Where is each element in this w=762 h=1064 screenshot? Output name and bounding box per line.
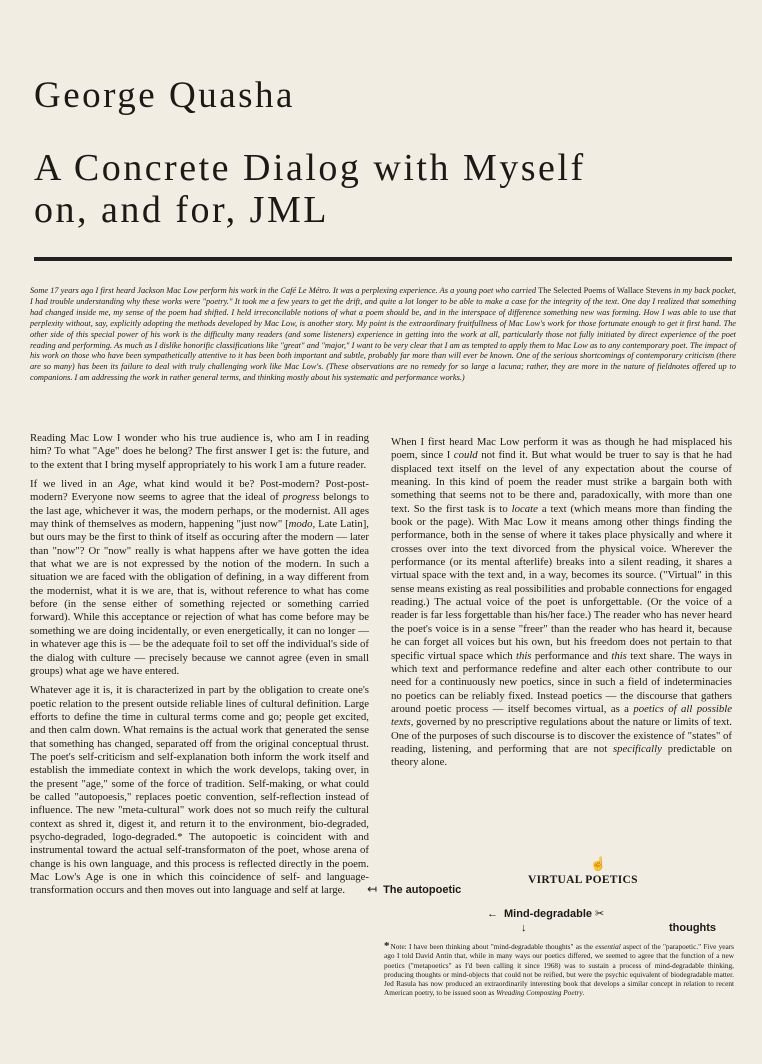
mind-degradable-note	[487, 907, 604, 920]
title-rule	[34, 257, 732, 261]
intro-part-1: Some 17 years ago I first heard Jackson Mac Low perform his work in the Café Le Métro. It was a perplexing experience. As a young poet who carried	[30, 286, 539, 295]
title-line-2: on, and for, JML	[34, 189, 329, 231]
intro-part-2: in my back pocket, I had trouble understanding why these works were "poetry." It took me a few years to get the drift, and quite a lot longer to be able to make a case for the integrity of the text. One day I realized that something had changed inside me, my sense of the poem had shifted. I held irreconcilable notions of what a poem should be, and in the interspace of difference something new was forming. How I was able to use that perplexity without, say, explicitly adopting the methods developed by Mac Low, is another story. My point is the extraordinary fruitfullness of Mac Low's work for those fortunate enough to get it first hand. The other side of this special power of his work is the difficulty many readers (and some listeners) experience in getting into the work at all, particularly those not fully initiated by direct experience of the poet reading and performing. As much as I dislike honorific classifications like "great" and "major," I want to be very clear that I am as tempted to apply them to Mac Low as to any contemporary poet. The impact of his work on those who have been sympathetically attentive to it has been both important and subtle, probably far more than will ever be known. One of the serious shortcomings of contemporary criticism (there are so many) has been its failure to deal with truly challenging work like Mac Low's. (These observations are no remedy for so large a lacuna; rather, they are more in the nature of fieldnotes offered up to companions. I am addressing the work in rather general terms, and thinking mostly about his systematic and performance works.)	[30, 286, 736, 383]
left-paragraph-3: Whatever age it is, it is characterized in part by the obligation to create one's poetic relation to the present outside reliable lines of cultural definition. Large efforts to define the time in cultural terms come and go; people get excited, and then calm down. What remains is the actual work that generated the sense that something has changed, separated off from the original conceptual thrust. The poet's self-criticism and self-explanation both inform the work itself and establish the immediate context in which the work develops, taking over, in the present "age," some of the force of tradition. Self-making, or what could be called "autopoesis," replaces poetic convention, self-reflection instead of influence. The new "meta-cultural" work does not so much reify the cultural context as shred it, digest it, and return it to the environment, bio-degraded, psycho-degraded, logo-degraded.* The autopoetic is coincident with and instrumental toward the actual self-transformaton of the poet, whose arena of change is his own language, and this process is reflected directly in the poem. Mac Low's Age is one in which this coincidence of self- and language-transformation occurs and then moves out into language and self at large.	[30, 684, 369, 897]
arrow-left-icon: ←	[487, 908, 498, 920]
intro-book-title: The Selected Poems of Wallace Stevens	[538, 286, 672, 295]
right-paragraph-1: When I first heard Mac Low perform it was as though he had misplaced his poem, since I could not find it. But what would be truer to say is that he had displaced text itself on the level of any expectation about the course of meaning. In this kind of poem the reader must strike a bargain both with something that seems not to be there and, paradoxically, with more than one text. So the first task is to locate a text (which means more than finding the book or the page). With Mac Low it means among other things finding the performance, both in the sense of where it takes place physically and where it crosses over into the text divorced from the physical voice. Wherever the performance (or its mental afterlife) breaks into a silent reading, it shares a virtual space with the text and, in a way, becomes its source. ("Virtual" in this sense means existing as real possibilities and probable connections for engaged reading.) The actual voice of the poet is unforgettable. (Or the voice of a reader is far less forgettable than his/her face.) The reader who has never heard the poet's voice is in a sense "freer" than the reader who has heard it, because he can forget all voices but his own, but his freedom does not pertain to that specific virtual space which this performance and this text share. The ways in which text and performance redefine and alter each other contribute to our need for a continuously new poetics, since in such a field of indeterminacies no poetics can be reliably fixed. Instead poetics — the discourse that gathers around poetic process — itself becomes virtual, as a poetics of all possible texts, governed by no prescriptive regulations about the nature or limits of text. One of the purposes of such discourse is to discover the existence of "states" of reading, listening, and performing that are not specifically predictable on theory alone.	[391, 436, 732, 769]
article-title	[34, 147, 734, 231]
left-arrow-icon: ↤	[367, 882, 378, 896]
left-paragraph-1: Reading Mac Low I wonder who his true audience is, who am I in reading him? To what "Age" does he belong? The first answer I get is: the future, and to the extent that I bring myself appropriately to his work I am a future reader.	[30, 432, 369, 471]
mind-degradable-label: Mind-degradable	[504, 908, 593, 920]
intro-paragraph	[30, 286, 736, 384]
pointing-hand-icon: ☝	[590, 856, 607, 871]
left-column	[30, 432, 369, 904]
left-paragraph-2: If we lived in an Age, what kind would it be? Post-modern? Post-post-modern? Everyone now seems to agree that the ideal of progress belongs to the last age, whichever it was, the modern perhaps, or the modernist. All ages may think of themselves as modern, happening "just now" [modo, Late Latin], but ours may be the first to think of itself as occuring after the modern — later than "now"? Or "now" really is what happens after we have gotten the idea that what we are is not expressed by the notion of the modern. In such a situation we are faced with the obligation of defining, in a way different from the modernist, what it is we are, that is, without reference to what has come before (in the sense either of something rejected or something carried forward). While this acceptance or rejection of what has come before may be something we are doing incidentally, or even energetically, it can no longer — in whatever age this is — be the adequate foil to set off the individual's side of the dialog with culture — precisely because we cannot agree (even in small groups) what age we have entered.	[30, 478, 370, 677]
autopoetic-label: The autopoetic	[383, 884, 462, 896]
asterisk-icon: *	[384, 940, 390, 952]
section-heading: VIRTUAL POETICS	[528, 874, 638, 886]
thoughts-label: thoughts	[669, 922, 717, 934]
scissors-icon: ✂	[595, 908, 605, 920]
title-line-1: A Concrete Dialog with Myself	[34, 147, 586, 189]
footnote: *Note: I have been thinking about "mind-degradable thoughts" as the essential aspect of the "parapoetic." Five years ago I told David Antin that, while in many ways our poetics differed, we seemed to agree that the function of a new poetics ("metapoetics" as I'd been calling it since 1968) was to sustain a process of mind-degradable thinking, producing thoughts or mind-objects that could not be reified, but were the psychic equivalent of biodegradable matter. Jed Rasula has now produced an extraordinarily interesting book that develops a similar concept in relation to recent American poetry, to be issued soon as Wreading Composting Poetry.	[384, 940, 734, 998]
author-name: George Quasha	[34, 75, 295, 116]
autopoetic-note	[367, 882, 461, 896]
right-column	[391, 436, 732, 776]
down-arrow-icon: ↓	[521, 922, 527, 934]
